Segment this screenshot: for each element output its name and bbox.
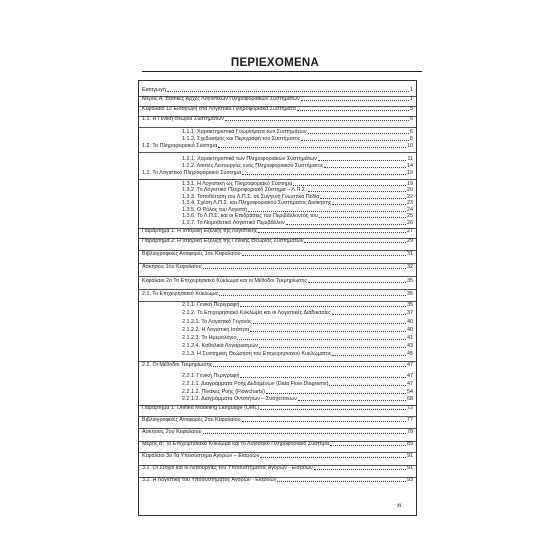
- toc-dot-leader: [304, 242, 406, 243]
- toc-entry-page: 29: [407, 238, 413, 244]
- toc-entry[interactable]: [142, 143, 413, 149]
- toc-entry-page: 35: [407, 302, 413, 308]
- toc-dot-leader: [266, 393, 406, 394]
- toc-entry-page: 43: [407, 343, 413, 349]
- toc-dot-leader: [318, 160, 407, 161]
- toc-entry-page: 40: [407, 319, 413, 325]
- toc-entry-page: 1: [410, 96, 413, 102]
- toc-entry-title: 1.3.2. Το Λογιστικό Πληροφοριακό Σύστημα – Λ.Π.Σ.: [182, 187, 307, 193]
- toc-entry[interactable]: [182, 213, 413, 219]
- toc-entry-page: 35: [407, 291, 413, 297]
- toc-entry-page: 89: [407, 441, 413, 447]
- toc-entry-page: 22: [407, 194, 413, 200]
- toc-entry-title: Βιβλιογραφικές Αναφορές 2ου Κεφαλαίου: [142, 417, 241, 423]
- toc-entry[interactable]: [142, 477, 413, 483]
- toc-dot-leader: [298, 400, 406, 401]
- toc-entry-title: 2.1.3. Η Συστημική Θεώρηση του Επιχειρησιακού Κυκλώματος: [182, 351, 332, 357]
- toc-dot-leader: [218, 147, 406, 148]
- toc-separator: [139, 289, 416, 290]
- toc-entry-page: 37: [407, 310, 413, 316]
- toc-separator: [139, 152, 416, 153]
- toc-entry-page: 47: [407, 381, 413, 387]
- toc-entry-title: 1.3.5. Ο Ρόλος του Λογιστή: [182, 207, 248, 213]
- toc-separator: [139, 276, 416, 277]
- toc-entry[interactable]: [182, 389, 413, 395]
- toc-entry-page: 5: [410, 106, 413, 112]
- toc-entry-page: 72: [407, 405, 413, 411]
- toc-entry-title: Μέρος Α: Βασικές Αρχές Λογιστικών Πληροφοριακών Συστημάτων: [142, 96, 300, 102]
- toc-entry-title: 1.1.2. Σχεδιασμός και Περιγραφή του Συστήματος: [182, 136, 301, 142]
- toc-entry-title: Παράρτημα 2: Η Ιστορική Εξέλιξη της Γενικής Θεωρίας Συστημάτων: [142, 238, 304, 244]
- toc-entry[interactable]: [142, 362, 413, 368]
- toc-dot-leader: [242, 174, 406, 175]
- toc-dot-leader: [324, 167, 406, 168]
- toc-entry[interactable]: [142, 429, 413, 435]
- toc-entry[interactable]: [182, 327, 413, 333]
- toc-entry-title: Κεφάλαιο 2ο Το Επιχειρησιακό Κύκλωμα και οι Μέθοδοι Τεκμηρίωσης: [142, 278, 308, 284]
- toc-entry-page: 19: [407, 181, 413, 187]
- title-underline: [142, 71, 422, 72]
- toc-entry[interactable]: [142, 87, 413, 93]
- toc-entry[interactable]: [142, 238, 413, 244]
- toc-dot-leader: [293, 185, 406, 186]
- toc-entry[interactable]: [182, 351, 413, 357]
- toc-dot-leader: [203, 268, 406, 269]
- toc-entry-title: 1.2. Το Πληροφοριακό Σύστημα: [142, 143, 218, 149]
- toc-entry[interactable]: [182, 129, 413, 135]
- toc-entry[interactable]: [142, 291, 413, 297]
- toc-dot-leader: [332, 355, 406, 356]
- toc-dot-leader: [259, 347, 406, 348]
- toc-dot-leader: [330, 445, 406, 446]
- toc-entry-title: 1.3.7. Το Νομοθετικό Λογιστικό Περιβάλλον: [182, 220, 285, 226]
- toc-dot-leader: [242, 421, 406, 422]
- toc-entry-page: 24: [407, 207, 413, 213]
- toc-entry[interactable]: [182, 302, 413, 308]
- toc-entry-page: 31: [407, 251, 413, 257]
- toc-entry[interactable]: [142, 116, 413, 122]
- page-title: ΠΕΡΙΕΧΟΜΕΝΑ: [230, 57, 320, 69]
- toc-dot-leader: [308, 191, 406, 192]
- toc-entry-title: Μέρος Β: Το Επιχειρησιακό Κύκλωμα και το Λογιστικό Πληροφοριακό Σύστημα: [142, 441, 329, 447]
- toc-entry-title: 2.1.2. Το Επιχειρησιακό Κύκλωμα και οι Λογιστικές Διαδικασίες: [182, 310, 331, 316]
- toc-entry-page: 91: [407, 453, 413, 459]
- toc-dot-leader: [332, 204, 406, 205]
- toc-entry-title: Παράρτημα 1: Unified Modeling Language (UML): [142, 405, 260, 411]
- toc-entry-title: Ασκήσεις 2ου Κεφαλαίου: [142, 429, 202, 435]
- toc-entry[interactable]: [142, 278, 413, 284]
- toc-dot-leader: [301, 100, 409, 101]
- toc-entry[interactable]: [182, 396, 413, 402]
- toc-dot-leader: [314, 469, 406, 470]
- toc-entry-title: 3.2. Η Λογιστική του Υποσυστήματος Αγορών - Εισροών: [142, 477, 277, 483]
- toc-dot-leader: [329, 385, 406, 386]
- toc-entry-page: 10: [407, 143, 413, 149]
- toc-dot-leader: [297, 110, 409, 111]
- toc-entry[interactable]: [182, 335, 413, 341]
- toc-entry[interactable]: [182, 163, 413, 169]
- toc-entry-title: 1.3.3. Τοποθέτηση του Λ.Π.Σ. σε Συγγενή Γνωστικά Πεδία: [182, 194, 320, 200]
- toc-entry-title: Κεφάλαιο 3ο Τα Υποσύστημα Αγορών – Εισροών: [142, 453, 260, 459]
- toc-entry-page: 47: [407, 373, 413, 379]
- toc-dot-leader: [301, 140, 409, 141]
- toc-entry[interactable]: [182, 156, 413, 162]
- toc-entry-page: 93: [407, 477, 413, 483]
- toc-entry-title: 2.1.2.4. Καθολικά Λογαριασμών: [182, 343, 258, 349]
- toc-entry-title: 2.1.2.3. Το Ημερολόγιο: [182, 335, 237, 341]
- toc-entry[interactable]: [142, 228, 413, 234]
- toc-entry-title: Εισαγωγή: [142, 87, 166, 93]
- toc-entry-page: 54: [407, 389, 413, 395]
- toc-dot-leader: [167, 91, 409, 92]
- toc-entry[interactable]: [142, 96, 413, 102]
- toc-entry-title: 2.1.2.2. Η Λογιστική Ισάτητα: [182, 327, 250, 333]
- toc-entry-title: 1.3.6. Το Λ.Π.Σ. και οι Επιδράσεις του Περιβάλλοντός του: [182, 213, 318, 219]
- toc-entry-title: 1.3. Το Λογιστικό Πληροφοριακό Σύστημα: [142, 170, 242, 176]
- toc-entry-page: 20: [407, 187, 413, 193]
- toc-entry-title: 2.2. Οι Μέθοδοι Τεκμηρίωσης: [142, 362, 213, 368]
- toc-dot-leader: [308, 133, 409, 134]
- toc-entry-title: 1.3.1. Η Λογιστική ως Πληροφοριακό Σύστημα: [182, 181, 293, 187]
- toc-entry[interactable]: [182, 310, 413, 316]
- toc-dot-leader: [240, 306, 406, 307]
- toc-entry[interactable]: [182, 373, 413, 379]
- toc-entry-title: 2.2.1.2. Πίνακες Ροής (Flowcharts): [182, 389, 265, 395]
- toc-entry-page: 45: [407, 351, 413, 357]
- toc-dot-leader: [319, 217, 406, 218]
- toc-entry[interactable]: [142, 405, 413, 411]
- toc-dot-leader: [242, 255, 406, 256]
- toc-entry-title: 1.1.1. Χαρακτηριστικά Γνωρίσματα των Συστημάτων: [182, 129, 307, 135]
- toc-entry-title: Βιβλιογραφικές Αναφορές 1ου Κεφαλαίου: [142, 251, 241, 257]
- toc-dot-leader: [258, 232, 406, 233]
- toc-entry[interactable]: [182, 343, 413, 349]
- toc-dot-leader: [225, 120, 409, 121]
- toc-entry[interactable]: [182, 220, 413, 226]
- page-number: xi: [397, 503, 402, 509]
- toc-entry-page: 78: [407, 429, 413, 435]
- toc-dot-leader: [332, 314, 406, 315]
- toc-entry-page: 77: [407, 417, 413, 423]
- toc-entry-page: 8: [410, 136, 413, 142]
- toc-entry-title: 1.2.1. Χαρακτηριστικά των Πληροφοριακών Συστημάτων: [182, 156, 317, 162]
- toc-entry-page: 41: [407, 335, 413, 341]
- toc-dot-leader: [277, 481, 406, 482]
- toc-entry-page: 47: [407, 362, 413, 368]
- toc-entry[interactable]: [142, 465, 413, 471]
- toc-dot-leader: [250, 331, 406, 332]
- toc-entry-title: 1.3.4. Σχέση Λ.Π.Σ. και Πληροφοριακού Συστήματος Διοίκησης: [182, 200, 332, 206]
- toc-dot-leader: [308, 282, 406, 283]
- toc-dot-leader: [213, 366, 406, 367]
- toc-entry[interactable]: [142, 251, 413, 257]
- toc-entry[interactable]: [182, 381, 413, 387]
- toc-entry[interactable]: [182, 319, 413, 325]
- toc-entry-title: Ασκήσεις 1ου Κεφαλαίου: [142, 264, 202, 270]
- toc-entry-page: 27: [407, 228, 413, 234]
- toc-entry-page: 11: [407, 156, 413, 162]
- toc-entry-page: 19: [407, 170, 413, 176]
- toc-entry-page: 35: [407, 278, 413, 284]
- toc-entry-title: 2.2.1.1. Διαγράμματα Ροής Δεδομένων (Data Flow Diagrams): [182, 381, 329, 387]
- toc-dot-leader: [260, 409, 406, 410]
- toc-dot-leader: [237, 339, 406, 340]
- toc-entry-title: 2.1.2.1. Το Λογιστικό Γεγονός: [182, 319, 252, 325]
- toc-entry[interactable]: [142, 441, 413, 447]
- toc-entry-page: 26: [407, 220, 413, 226]
- toc-entry-page: 6: [410, 116, 413, 122]
- toc-entry[interactable]: [142, 264, 413, 270]
- toc-entry[interactable]: [182, 187, 413, 193]
- toc-entry-page: 68: [407, 396, 413, 402]
- toc-entry-page: 40: [407, 327, 413, 333]
- toc-dot-leader: [240, 377, 406, 378]
- toc-dot-leader: [203, 433, 406, 434]
- toc-entry[interactable]: [182, 136, 413, 142]
- toc-dot-leader: [320, 198, 406, 199]
- toc-separator: [139, 127, 416, 128]
- toc-entry-page: 91: [407, 465, 413, 471]
- toc-entry-page: 25: [407, 213, 413, 219]
- toc-dot-leader: [260, 457, 406, 458]
- toc-entry-page: 6: [410, 129, 413, 135]
- toc-dot-leader: [253, 323, 406, 324]
- toc-entry-page: 1: [410, 87, 413, 93]
- toc-dot-leader: [286, 224, 406, 225]
- toc-dot-leader: [219, 295, 406, 296]
- toc-entry-title: Παράρτημα 1: Η Ιστορική Εξέλιξη της Λογιστικής: [142, 228, 258, 234]
- toc-entry[interactable]: [142, 170, 413, 176]
- toc-entry[interactable]: [142, 106, 413, 112]
- toc-entry-page: 14: [407, 163, 413, 169]
- toc-dot-leader: [248, 211, 406, 212]
- toc-entry-page: 23: [407, 200, 413, 206]
- toc-separator: [139, 179, 416, 180]
- toc-entry-page: 32: [407, 264, 413, 270]
- toc-entry-title: 2.1. Το Επιχειρησιακό Κύκλωμα: [142, 291, 218, 297]
- toc-entry-title: 2.1.1. Γενική Περιγραφή: [182, 302, 240, 308]
- toc-entry-title: 1.1. Η Γενική Θεωρία Συστημάτων: [142, 116, 224, 122]
- toc-entry-title: 3.1. Οι Στόχοι και οι Λειτουργίες του Υποσυστήματος Αγορών - Εισροών: [142, 465, 313, 471]
- toc-entry-title: 1.2.2. Λοιπές Λειτουργίες ενός Πληροφοριακού Συστήματος: [182, 163, 324, 169]
- toc-entry-title: 2.2.1.3. Διαγράμματα Οντοτήτων – Συσχετίσεων: [182, 396, 297, 402]
- toc-entry-title: Κεφάλαιο 1ο Εισαγωγή στα Λογιστικά Πληροφοριακά Συστήματα: [142, 106, 296, 112]
- toc-entry[interactable]: [142, 453, 413, 459]
- toc-entry[interactable]: [142, 417, 413, 423]
- toc-entry[interactable]: [182, 200, 413, 206]
- toc-entry-title: 2.2.1. Γενική Περιγραφή: [182, 373, 240, 379]
